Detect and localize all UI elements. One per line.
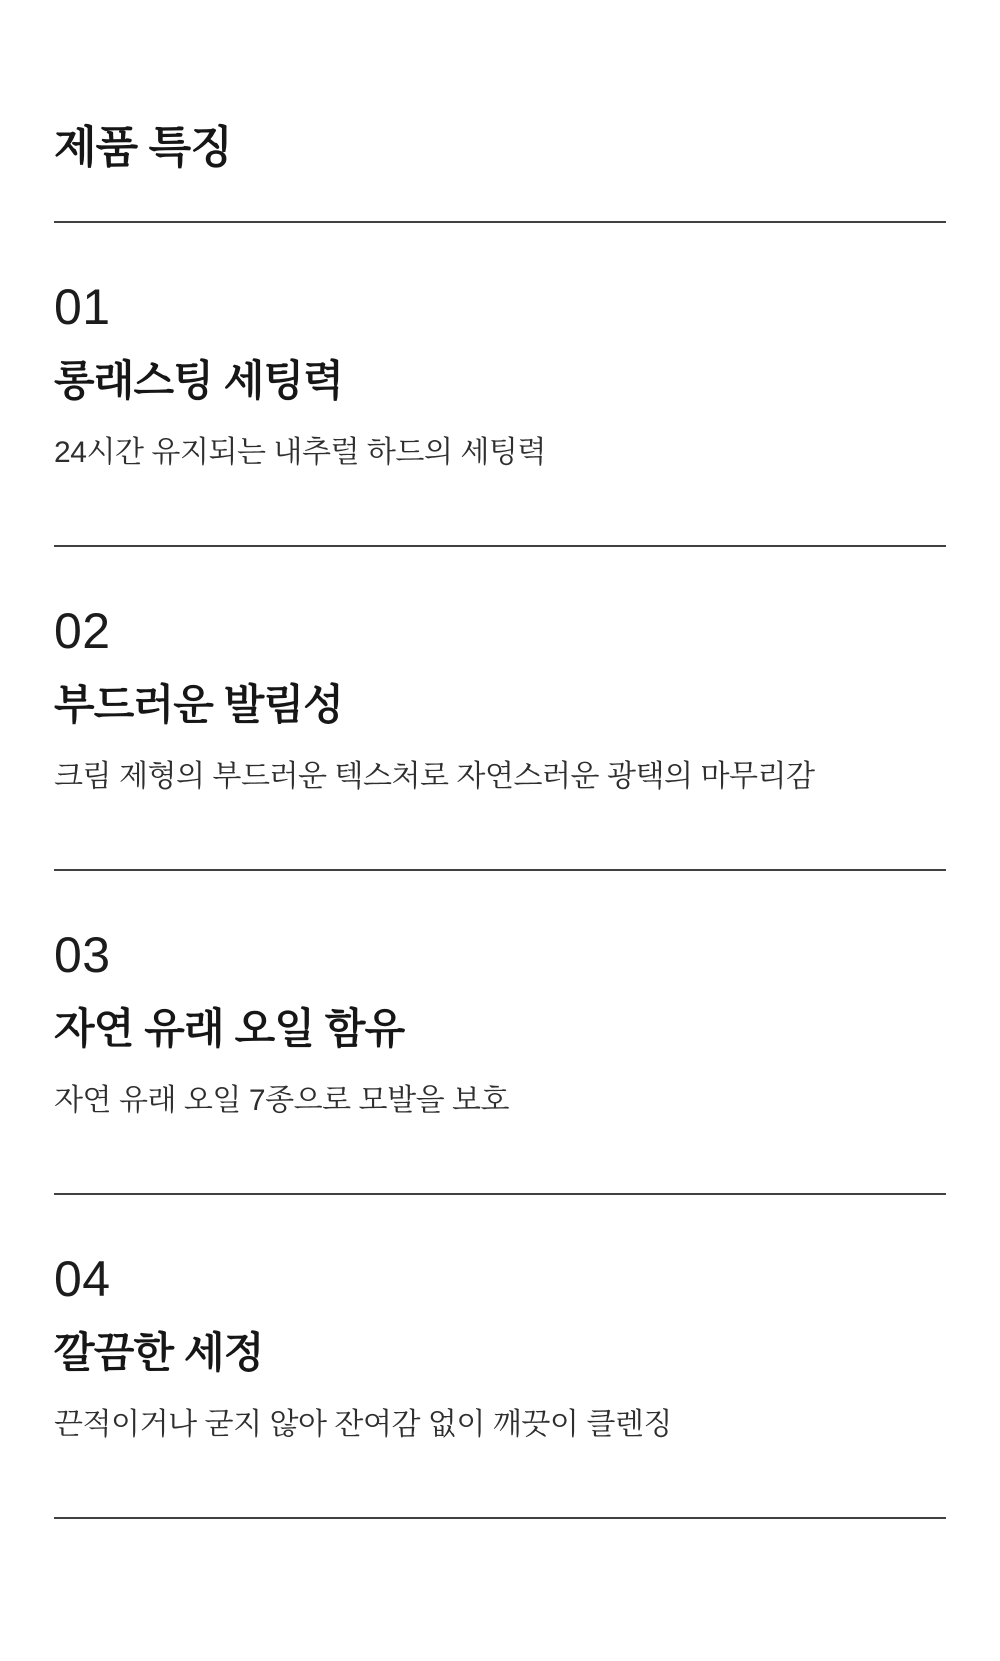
product-features-section [54,0,946,1519]
feature-description: 크림 제형의 부드러운 텍스처로 자연스러운 광택의 마무리감 [54,759,815,793]
feature-title: 부드러운 발림성 [54,680,343,728]
feature-number: 04 [54,1250,111,1307]
feature-title: 자연 유래 오일 함유 [54,1004,405,1052]
feature-section-04 [54,1195,946,1519]
feature-description: 24시간 유지되는 내추럴 하드의 세팅력 [54,435,546,469]
page-title: 제품 특징 [54,123,232,172]
feature-description: 자연 유래 오일 7종으로 모발을 보호 [54,1083,510,1117]
feature-number: 01 [54,278,111,335]
feature-number: 02 [54,602,111,659]
feature-section-03 [54,871,946,1195]
feature-description: 끈적이거나 굳지 않아 잔여감 없이 깨끗이 클렌징 [54,1407,672,1441]
feature-number: 03 [54,926,111,983]
feature-title: 깔끔한 세정 [54,1328,264,1376]
feature-section-01 [54,223,946,547]
feature-title: 롱래스팅 세팅력 [54,356,343,404]
page-header [54,123,946,223]
feature-section-02 [54,547,946,871]
